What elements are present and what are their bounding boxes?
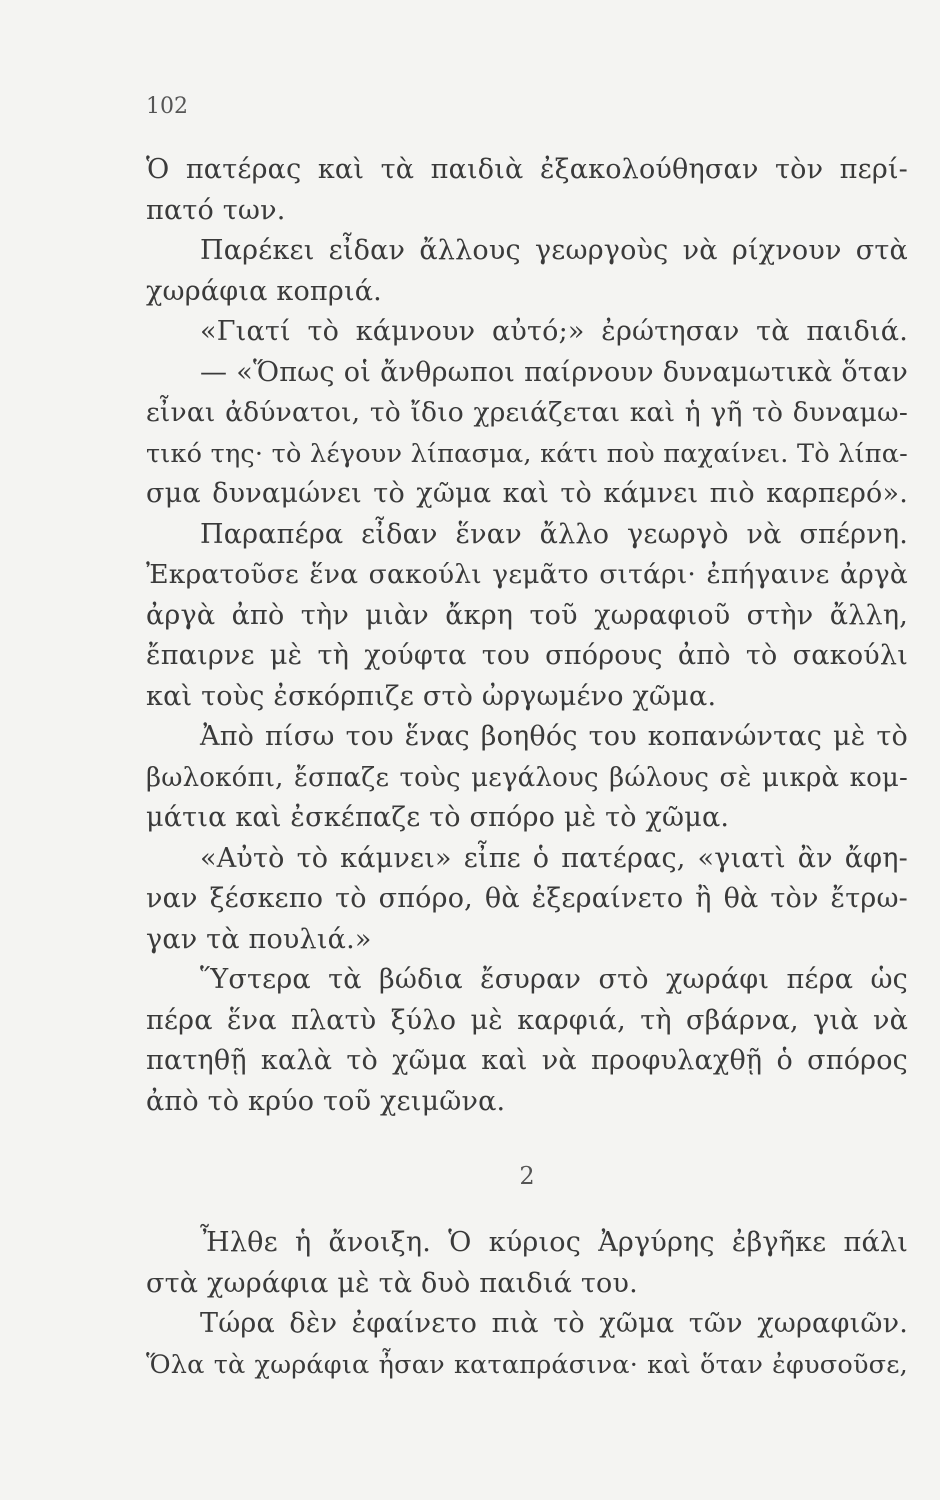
text-line: στὰ χωράφια μὲ τὰ δυὸ παιδιά του. (146, 1267, 638, 1299)
section-1-text (146, 150, 908, 1190)
text-line: — «Ὅπως οἱ ἄνθρωποι παίρνουν δυναμωτικὰ ὅταν (200, 356, 908, 388)
text-line: χωράφια κοπριά. (146, 275, 382, 307)
text-line: Ὕστερα τὰ βώδια ἔσυραν στὸ χωράφι πέρα ὡς (200, 964, 908, 995)
text-line: γαν τὰ πουλιά.» (146, 923, 372, 955)
text-line: Ἀπὸ πίσω του ἕνας βοηθός του κοπανώντας μὲ τὸ (200, 721, 908, 752)
text-line: Ὁ πατέρας καὶ τὰ παιδιὰ ἐξακολούθησαν τὸν περί- (146, 154, 908, 185)
text-line: Παρέκει εἶδαν ἄλλους γεωργοὺς νὰ ρίχνουν στὰ (200, 235, 908, 266)
text-line: «Γιατί τὸ κάμνουν αὐτό;» ἐρώτησαν τὰ παιδιά. (200, 316, 908, 347)
text-line: πατό των. (146, 194, 286, 226)
text-line: πατηθῇ καλὰ τὸ χῶμα καὶ νὰ προφυλαχθῇ ὁ σπόρος (146, 1045, 908, 1076)
text-line: καὶ τοὺς ἐσκόρπιζε στὸ ὠργωμένο χῶμα. (146, 680, 717, 712)
text-line: Ἐκρατοῦσε ἕνα σακούλι γεμᾶτο σιτάρι· ἐπήγαινε ἀργὰ (146, 559, 908, 590)
text-line: σμα δυναμώνει τὸ χῶμα καὶ τὸ κάμνει πιὸ καρπερό». (146, 478, 908, 509)
text-line: τικό της· τὸ λέγουν λίπασμα, κάτι ποὺ παχαίνει. Τὸ λίπα- (146, 438, 908, 469)
text-line: ἀργὰ ἀπὸ τὴν μιὰν ἄκρη τοῦ χωραφιοῦ στὴν ἄλλη, (146, 599, 908, 631)
text-line: Τώρα δὲν ἐφαίνετο πιὰ τὸ χῶμα τῶν χωραφιῶν. (200, 1308, 908, 1339)
text-line: Ὅλα τὰ χωράφια ἦσαν καταπράσινα· καὶ ὅταν ἐφυσοῦσε, (146, 1349, 908, 1380)
text-line: ἔπαιρνε μὲ τὴ χούφτα του σπόρους ἀπὸ τὸ σακούλι (146, 640, 908, 671)
text-line: «Αὐτὸ τὸ κάμνει» εἶπε ὁ πατέρας, «γιατὶ ἂν ἄφη- (200, 842, 908, 874)
text-line: εἶναι ἀδύνατοι, τὸ ἴδιο χρειάζεται καὶ ἡ γῆ τὸ δυναμω- (146, 397, 908, 428)
text-line: ἀπὸ τὸ κρύο τοῦ χειμῶνα. (146, 1085, 506, 1117)
page-number: 102 (146, 94, 188, 119)
text-line: Παραπέρα εἶδαν ἕναν ἄλλο γεωργὸ νὰ σπέρνη. (200, 518, 908, 550)
text-line: μάτια καὶ ἐσκέπαζε τὸ σπόρο μὲ τὸ χῶμα. (146, 802, 730, 833)
text-line: βωλοκόπι, ἔσπαζε τοὺς μεγάλους βώλους σὲ μικρὰ κομ- (146, 762, 908, 793)
section-2-text (146, 1223, 908, 1385)
text-line: Ἦλθε ἡ ἄνοιξη. Ὁ κύριος Ἀργύρης ἐβγῆκε πάλι (200, 1227, 908, 1258)
text-line: πέρα ἕνα πλατὺ ξύλο μὲ καρφιά, τὴ σβάρνα, γιὰ νὰ (146, 1004, 908, 1036)
text-line: ναν ξέσκεπο τὸ σπόρο, θὰ ἐξεραίνετο ἢ θὰ τὸν ἔτρω- (146, 883, 908, 914)
section-number: 2 (519, 1162, 535, 1190)
